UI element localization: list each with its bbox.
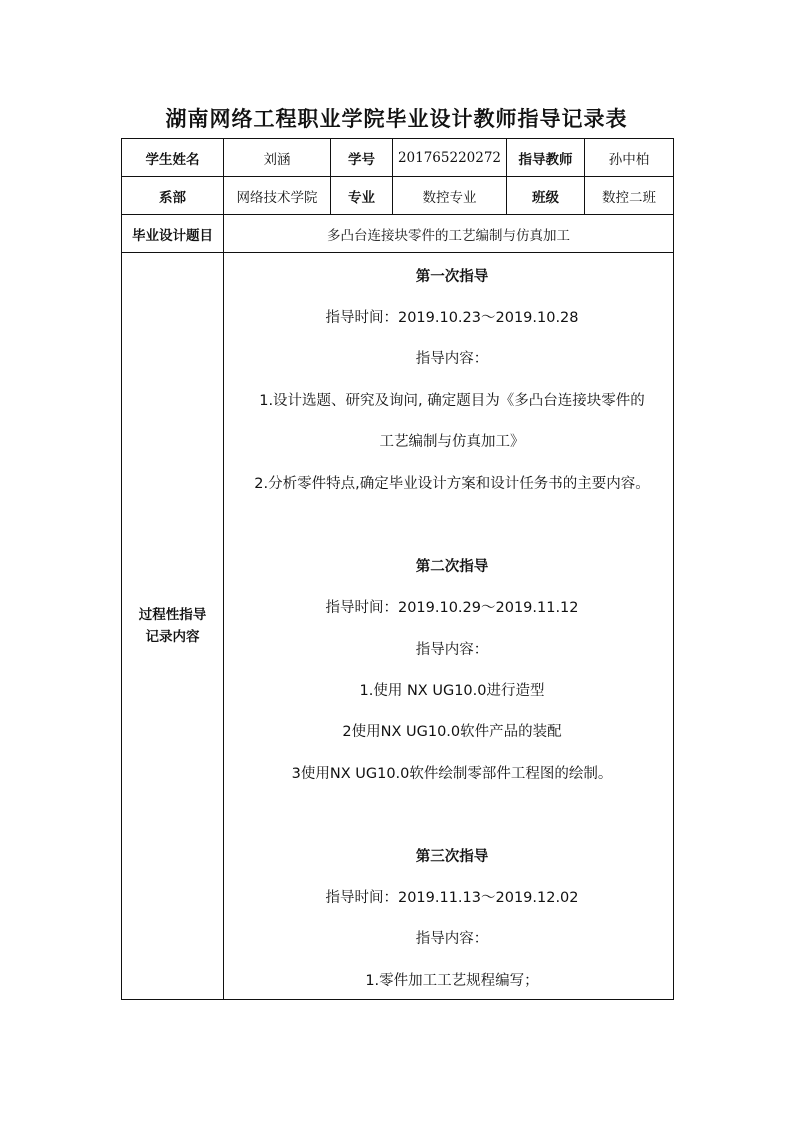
department-row bbox=[122, 177, 674, 215]
session-2-heading: 第二次指导 bbox=[415, 559, 489, 575]
department-value: 网络技术学院 bbox=[224, 177, 331, 215]
session-1-item: 工艺编制与仿真加工》 bbox=[379, 434, 525, 450]
topic-value: 多凸台连接块零件的工艺编制与仿真加工 bbox=[224, 215, 674, 253]
session-2-item: 2使用NX UG10.0软件产品的装配 bbox=[342, 724, 562, 740]
process-label-line2: 记录内容 bbox=[145, 629, 200, 645]
process-content bbox=[224, 253, 674, 1000]
session-2-time: 指导时间：2019.10.29～2019.11.12 bbox=[325, 600, 579, 616]
session-3-item: 1.零件加工工艺规程编写； bbox=[365, 973, 539, 989]
process-label-line1: 过程性指导 bbox=[138, 607, 207, 623]
session-3-content-label: 指导内容： bbox=[415, 931, 489, 947]
session-2-content-label: 指导内容： bbox=[415, 642, 489, 658]
student-name-label: 学生姓名 bbox=[122, 139, 224, 177]
session-1-heading: 第一次指导 bbox=[415, 269, 489, 285]
session-1-time: 指导时间：2019.10.23～2019.10.28 bbox=[325, 310, 579, 326]
topic-row bbox=[122, 215, 674, 253]
student-name-value: 刘涵 bbox=[224, 139, 331, 177]
session-2-item: 1.使用 NX UG10.0进行造型 bbox=[359, 683, 545, 699]
major-label: 专业 bbox=[331, 177, 393, 215]
teacher-label: 指导教师 bbox=[507, 139, 585, 177]
student-id-value: 201765220272 bbox=[393, 139, 507, 177]
class-value: 数控二班 bbox=[585, 177, 674, 215]
student-info-row bbox=[122, 139, 674, 177]
session-1-item: 1.设计选题、研究及询问, 确定题目为《多凸台连接块零件的 bbox=[259, 393, 645, 409]
process-row bbox=[122, 253, 674, 1000]
session-1-content-label: 指导内容： bbox=[415, 351, 489, 367]
topic-label: 毕业设计题目 bbox=[122, 215, 224, 253]
page-title: 湖南网络工程职业学院毕业设计教师指导记录表 bbox=[165, 107, 628, 131]
teacher-value: 孙中柏 bbox=[585, 139, 674, 177]
class-label: 班级 bbox=[507, 177, 585, 215]
process-label bbox=[122, 253, 224, 1000]
department-label: 系部 bbox=[122, 177, 224, 215]
session-1-item: 2.分析零件特点,确定毕业设计方案和设计任务书的主要内容。 bbox=[254, 476, 650, 492]
major-value: 数控专业 bbox=[393, 177, 507, 215]
session-3-time: 指导时间：2019.11.13～2019.12.02 bbox=[325, 890, 579, 906]
student-id-label: 学号 bbox=[331, 139, 393, 177]
guidance-record-table bbox=[121, 138, 674, 1000]
session-3-heading: 第三次指导 bbox=[415, 849, 489, 865]
session-2-item: 3使用NX UG10.0软件绘制零部件工程图的绘制。 bbox=[291, 766, 613, 782]
